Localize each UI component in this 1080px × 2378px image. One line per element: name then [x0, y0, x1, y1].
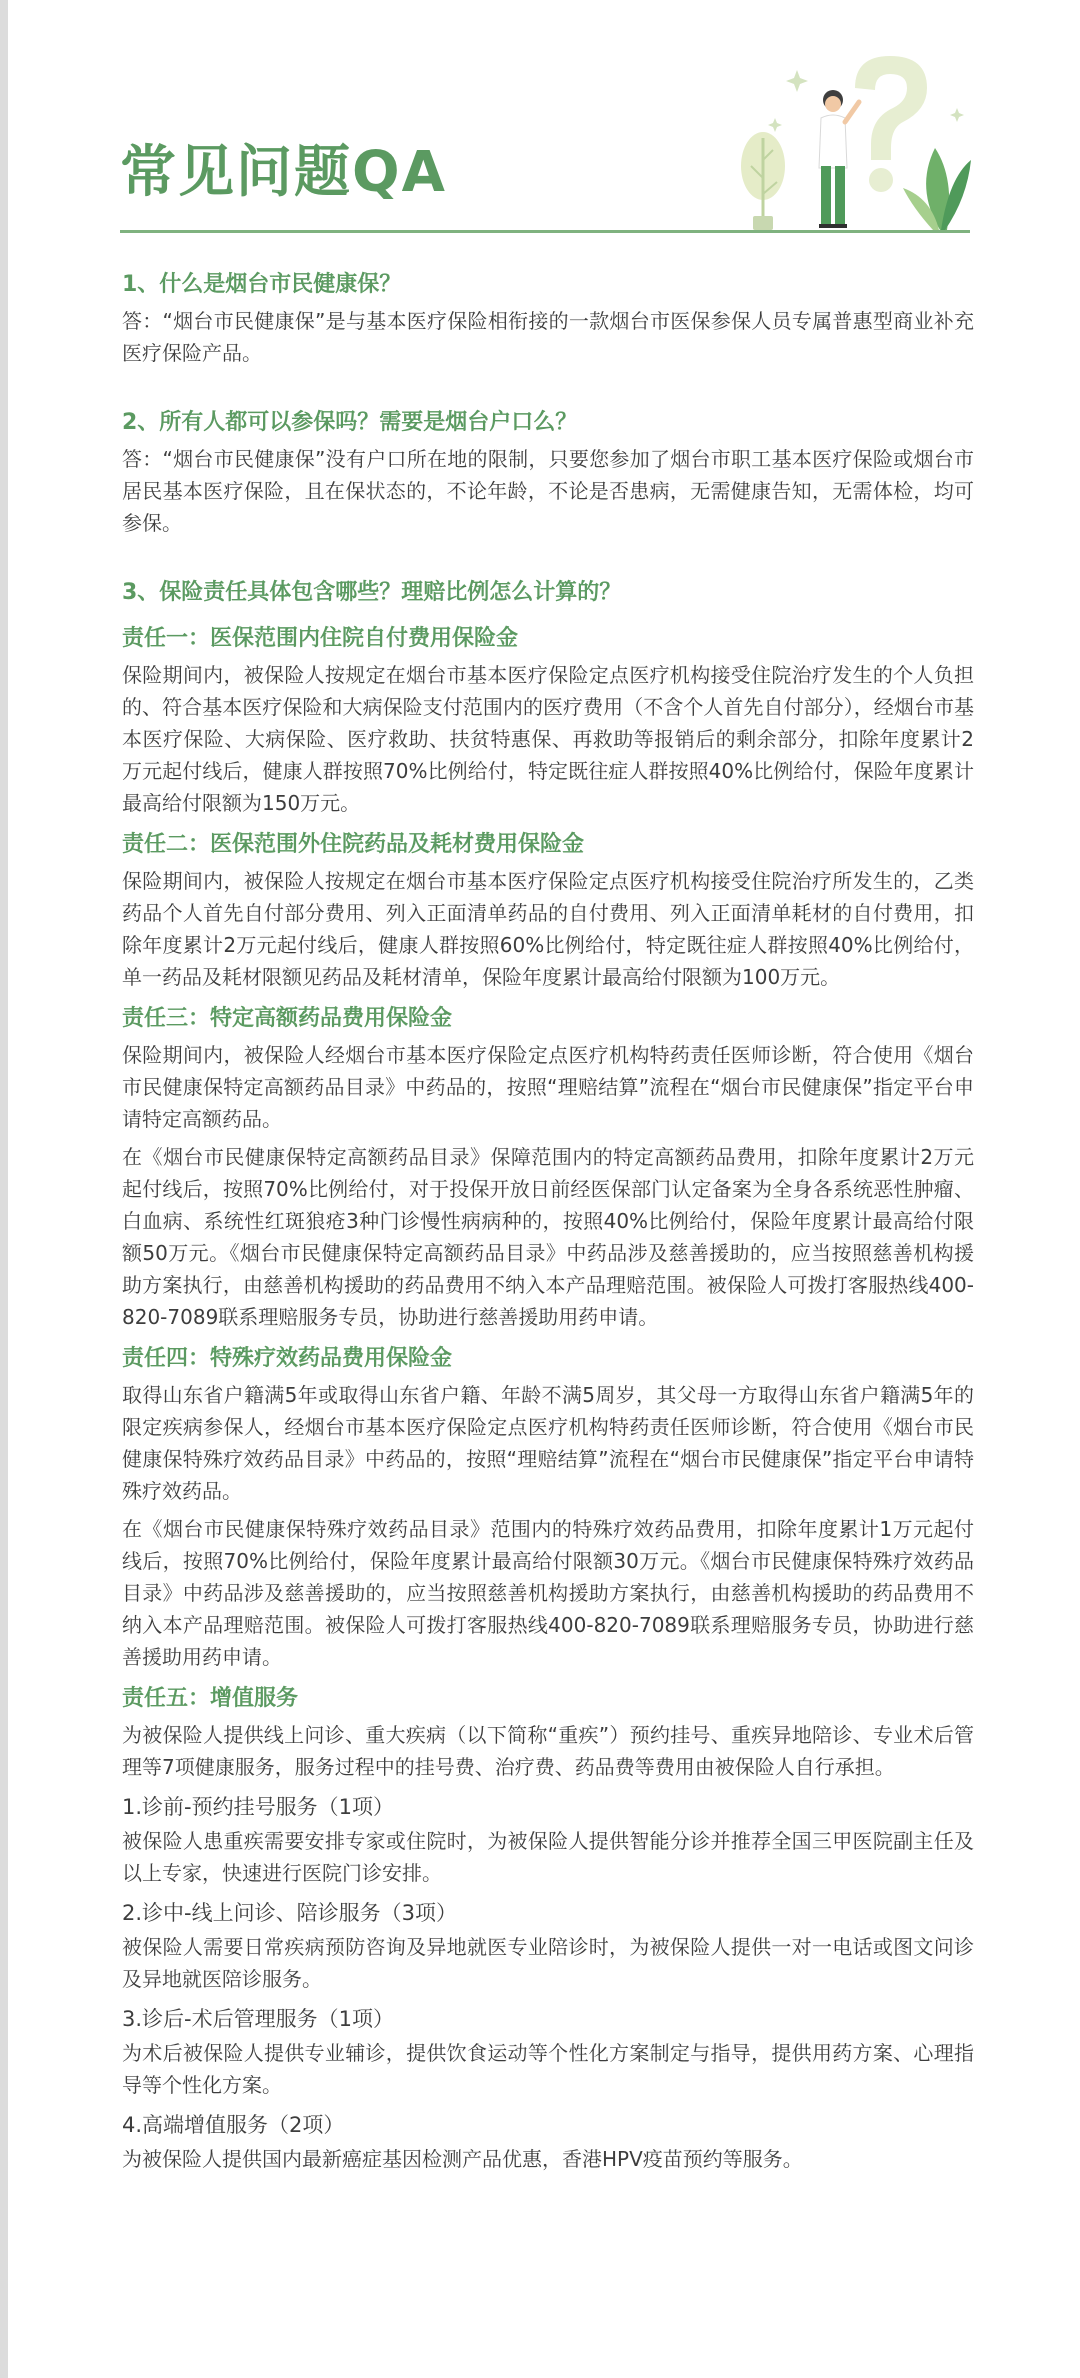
- responsibility-5-title: 责任五：增值服务: [122, 1686, 299, 1711]
- question-3: 3、保险责任具体包含哪些？理赔比例怎么计算的？: [122, 580, 622, 605]
- responsibility-4-text-1: 取得山东省户籍满5年或取得山东省户籍、年龄不满5周岁，其父母一方取得山东省户籍满5年的限定疾病参保人，经烟台市基本医疗保险定点医疗机构特药责任医师诊断，符合使用《烟台市民健康保特殊疗效药品目录》中药品的，按照“理赔结算”流程在“烟台市民健康保”指定平台申请特殊疗效药品。: [122, 1383, 974, 1503]
- person-question-mark-plants-illustration: [735, 48, 975, 233]
- service-item-text: 为术后被保险人提供专业辅诊，提供饮食运动等个性化方案制定与指导，提供用药方案、心理指导等个性化方案。: [122, 2041, 974, 2097]
- responsibility-3-text-2: 在《烟台市民健康保特定高额药品目录》保障范围内的特定高额药品费用，扣除年度累计2万元起付线后，按照70%比例给付，对于投保开放日前经医保部门认定备案为全身各系统恶性肿瘤、白血病、系统性红斑狼疮3种门诊慢性病病种的，按照40%比例给付，保险年度累计最高给付限额50万元。《烟台市民健康保特定高额药品目录》中药品涉及慈善援助的，应当按照慈善机构援助方案执行，由慈善机构援助的药品费用不纳入本产品理赔范围。被保险人可拨打客服热线400-820-7089联系理赔服务专员，协助进行慈善援助用药申请。: [122, 1145, 974, 1329]
- responsibility-2-title: 责任二：医保范围外住院药品及耗材费用保险金: [122, 832, 585, 857]
- answer-1: 答：“烟台市民健康保”是与基本医疗保险相衔接的一款烟台市医保参保人员专属普惠型商业补充医疗保险产品。: [122, 309, 974, 365]
- title-divider: [120, 230, 970, 233]
- responsibility-2-text: 保险期间内，被保险人按规定在烟台市基本医疗保险定点医疗机构接受住院治疗所发生的，乙类药品个人首先自付部分费用、列入正面清单药品的自付费用、列入正面清单耗材的自付费用，扣除年度累计2万元起付线后，健康人群按照60%比例给付，特定既往症人群按照40%比例给付，单一药品及耗材限额见药品及耗材清单，保险年度累计最高给付限额为100万元。: [122, 869, 974, 989]
- question-2: 2、所有人都可以参保吗？需要是烟台户口么？: [122, 410, 578, 435]
- question-1: 1、什么是烟台市民健康保？: [122, 272, 402, 297]
- page-title: 常见问题QA: [120, 140, 447, 205]
- responsibility-4-title: 责任四：特殊疗效药品费用保险金: [122, 1346, 453, 1371]
- responsibility-3-text-1: 保险期间内，被保险人经烟台市基本医疗保险定点医疗机构特药责任医师诊断，符合使用《烟台市民健康保特定高额药品目录》中药品的，按照“理赔结算”流程在“烟台市民健康保”指定平台申请特定高额药品。: [122, 1043, 974, 1131]
- answer-2: 答：“烟台市民健康保”没有户口所在地的限制，只要您参加了烟台市职工基本医疗保险或烟台市居民基本医疗保险，且在保状态的，不论年龄，不论是否患病，无需健康告知，无需体检，均可参保。: [122, 447, 974, 535]
- service-item-label: 1.诊前-预约挂号服务（1项）: [122, 1795, 394, 1819]
- service-item-text: 为被保险人提供国内最新癌症基因检测产品优惠，香港HPV疫苗预约等服务。: [122, 2147, 803, 2171]
- responsibility-4-text-2: 在《烟台市民健康保特殊疗效药品目录》范围内的特殊疗效药品费用，扣除年度累计1万元起付线后，按照70%比例给付，保险年度累计最高给付限额30万元。《烟台市民健康保特殊疗效药品目录》中药品涉及慈善援助的，应当按照慈善机构援助方案执行，由慈善机构援助的药品费用不纳入本产品理赔范围。被保险人可拨打客服热线400-820-7089联系理赔服务专员，协助进行慈善援助用药申请。: [122, 1517, 974, 1669]
- service-item-text: 被保险人患重疾需要安排专家或住院时，为被保险人提供智能分诊并推荐全国三甲医院副主任及以上专家，快速进行医院门诊安排。: [122, 1829, 974, 1885]
- left-border: [0, 0, 8, 2378]
- responsibility-5-text: 为被保险人提供线上问诊、重大疾病（以下简称“重疾”）预约挂号、重疾异地陪诊、专业术后管理等7项健康服务，服务过程中的挂号费、治疗费、药品费等费用由被保险人自行承担。: [122, 1723, 974, 1779]
- service-item-label: 3.诊后-术后管理服务（1项）: [122, 2007, 394, 2031]
- qa-content: [122, 265, 974, 2175]
- responsibility-1-text: 保险期间内，被保险人按规定在烟台市基本医疗保险定点医疗机构接受住院治疗发生的个人负担的、符合基本医疗保险和大病保险支付范围内的医疗费用（不含个人首先自付部分），经烟台市基本医疗保险、大病保险、医疗救助、扶贫特惠保、再救助等报销后的剩余部分，扣除年度累计2万元起付线后，健康人群按照70%比例给付，特定既往症人群按照40%比例给付，保险年度累计最高给付限额为150万元。: [122, 663, 974, 815]
- service-item-label: 2.诊中-线上问诊、陪诊服务（3项）: [122, 1901, 457, 1925]
- service-item-label: 4.高端增值服务（2项）: [122, 2113, 345, 2137]
- responsibility-1-title: 责任一：医保范围内住院自付费用保险金: [122, 626, 519, 651]
- responsibility-3-title: 责任三：特定高额药品费用保险金: [122, 1006, 453, 1031]
- service-item-text: 被保险人需要日常疾病预防咨询及异地就医专业陪诊时，为被保险人提供一对一电话或图文问诊及异地就医陪诊服务。: [122, 1935, 974, 1991]
